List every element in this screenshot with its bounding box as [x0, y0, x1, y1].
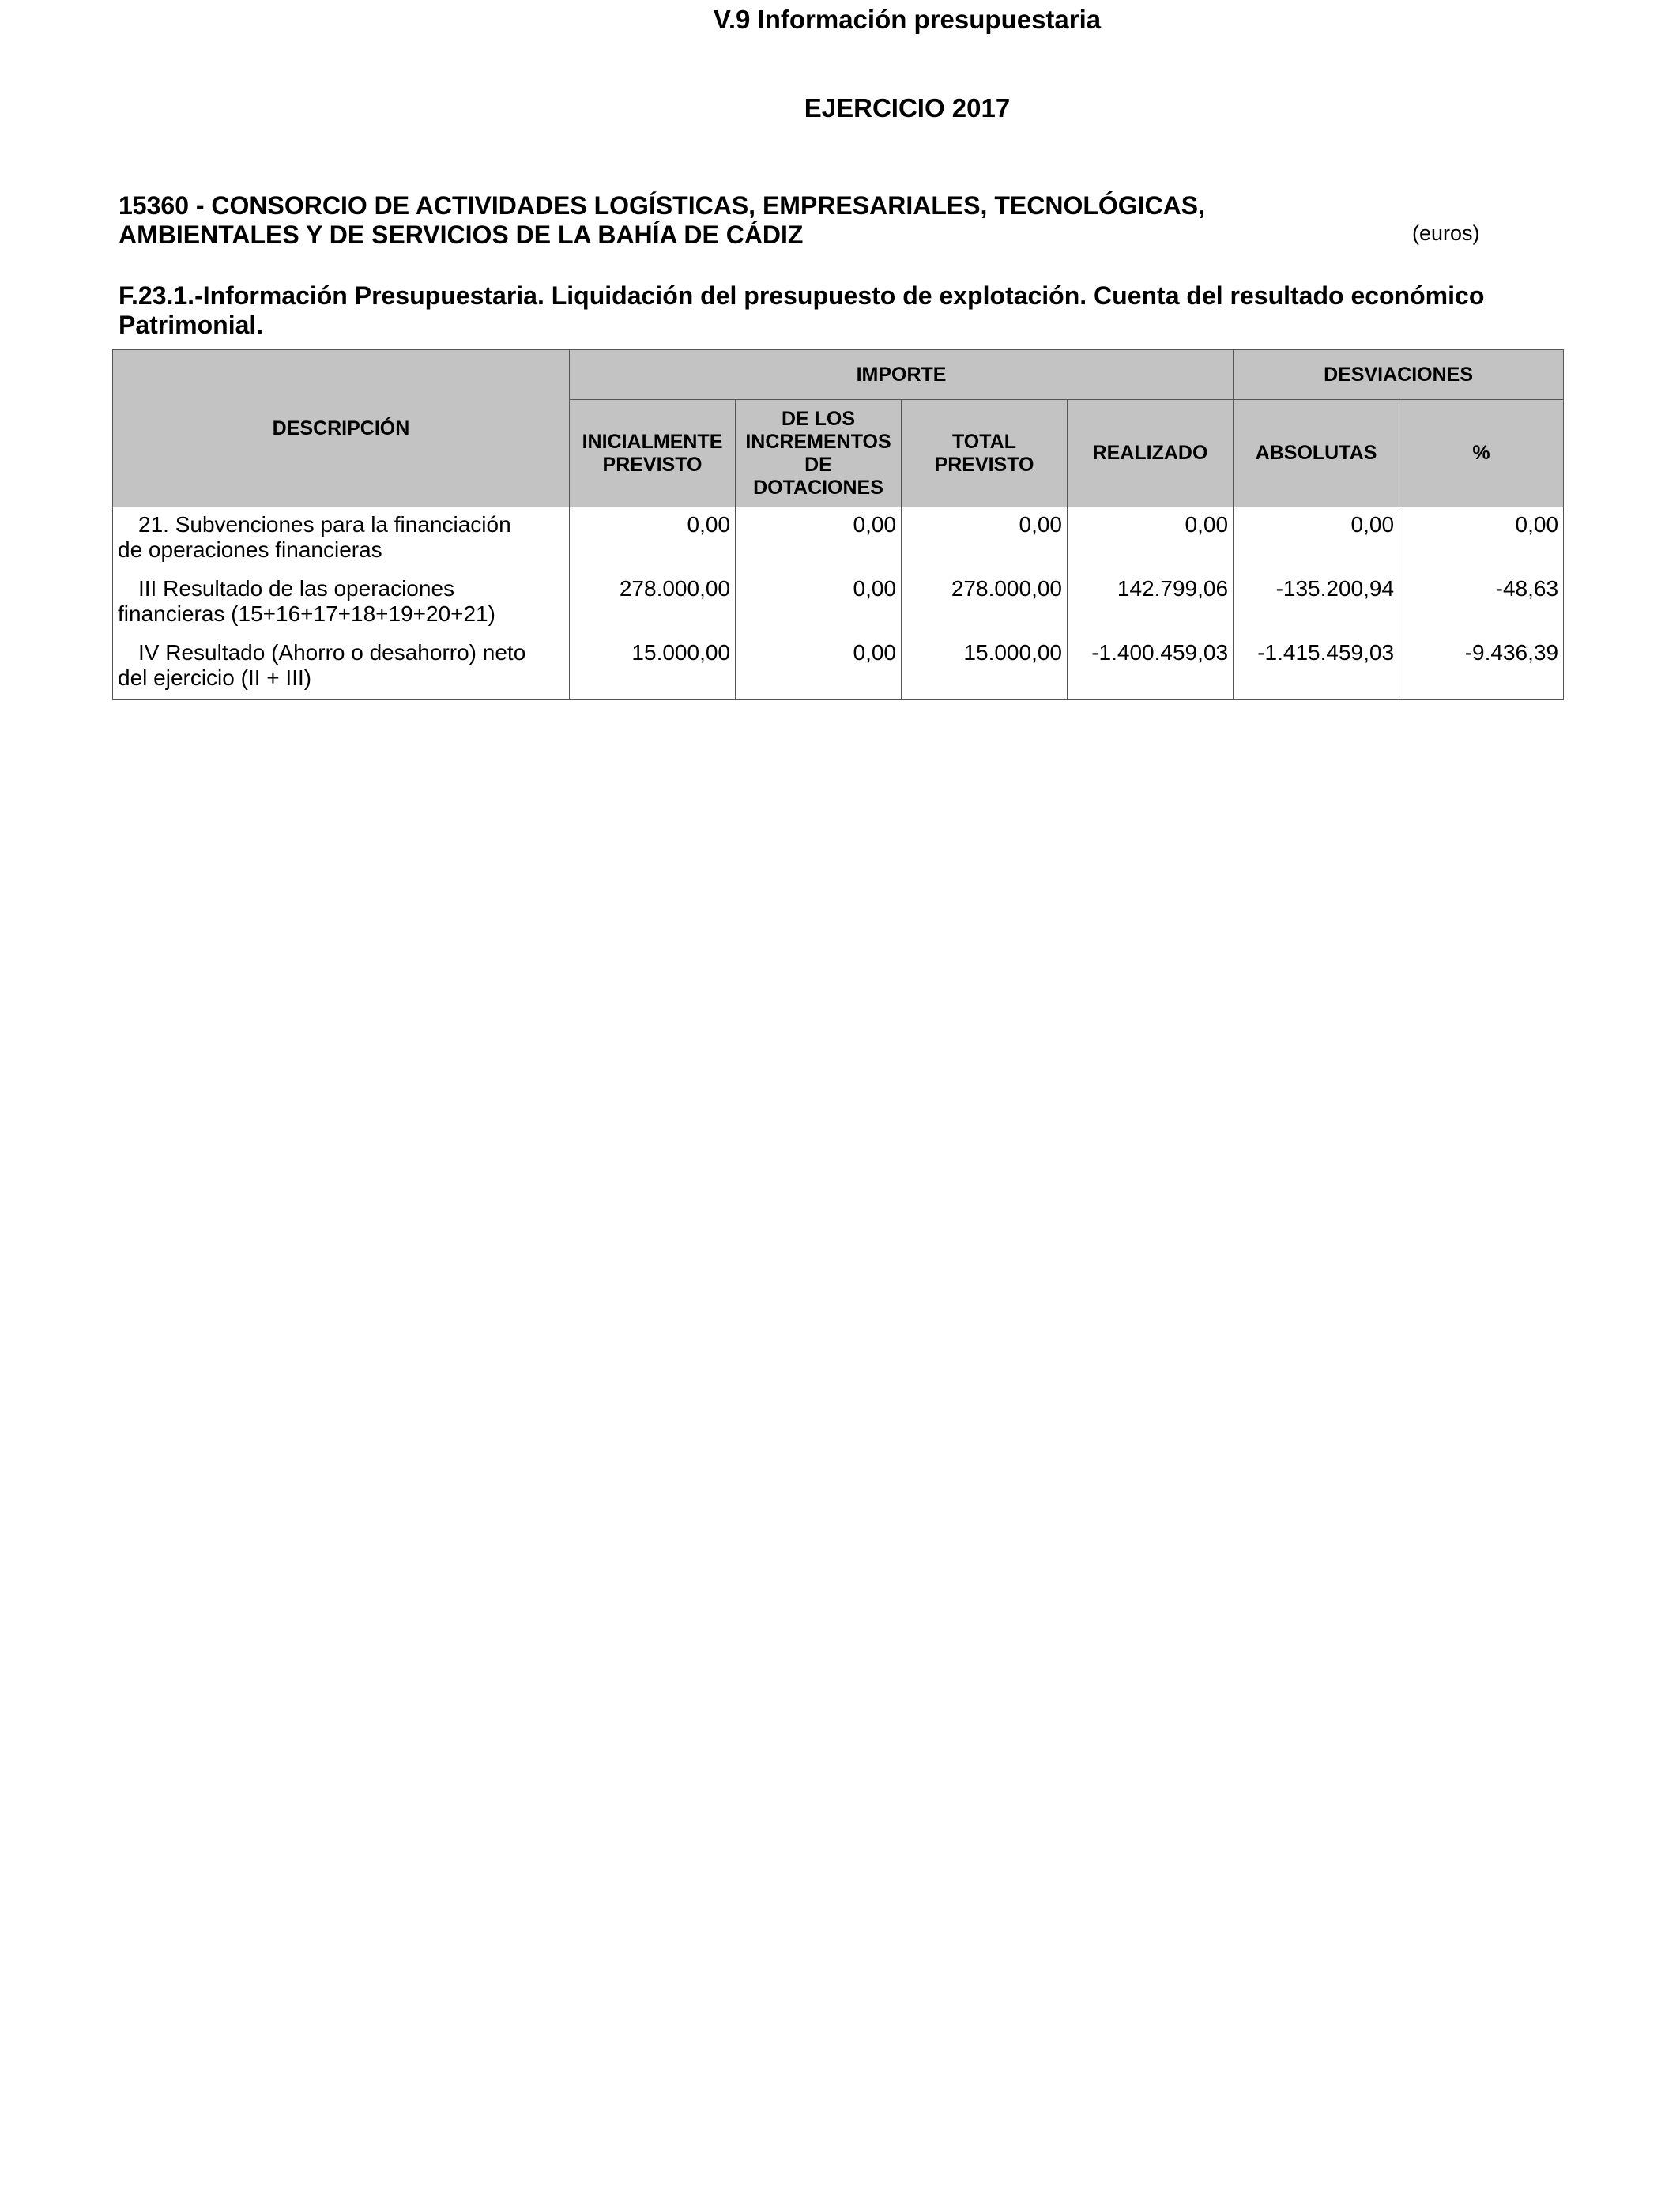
cell-incrementos: 0,00: [736, 571, 902, 635]
header-group-importe: IMPORTE: [570, 350, 1234, 400]
cell-inicial: 278.000,00: [570, 571, 736, 635]
row-description: III Resultado de las operaciones financieras (15+16+17+18+19+20+21): [113, 571, 570, 635]
row-description: IV Resultado (Ahorro o desahorro) neto del ejercicio (II + III): [113, 635, 570, 699]
header-incrementos-dotaciones: DE LOS INCREMENTOS DE DOTACIONES: [736, 400, 902, 507]
header-realizado: REALIZADO: [1068, 400, 1234, 507]
budget-table: [112, 349, 1564, 700]
header-porcentaje: %: [1399, 400, 1564, 507]
cell-realizado: 0,00: [1068, 507, 1234, 571]
cell-total: 278.000,00: [902, 571, 1068, 635]
row-description: 21. Subvenciones para la financiación de operaciones financieras: [113, 507, 570, 571]
entity-name-line-2: AMBIENTALES Y DE SERVICIOS DE LA BAHÍA DE CÁDIZ: [119, 221, 804, 249]
cell-incrementos: 0,00: [736, 635, 902, 699]
section-title-line-2: Patrimonial.: [119, 311, 264, 339]
cell-porcentaje: -9.436,39: [1399, 635, 1564, 699]
cell-absolutas: -1.415.459,03: [1234, 635, 1399, 699]
header-group-desviaciones: DESVIACIONES: [1234, 350, 1564, 400]
header-descripcion: DESCRIPCIÓN: [113, 350, 570, 507]
cell-total: 15.000,00: [902, 635, 1068, 699]
header-total-previsto: TOTAL PREVISTO: [902, 400, 1068, 507]
cell-inicial: 15.000,00: [570, 635, 736, 699]
cell-porcentaje: 0,00: [1399, 507, 1564, 571]
section-title-line-1: F.23.1.-Información Presupuestaria. Liquidación del presupuesto de explotación. Cuenta del resultado económico: [119, 281, 1485, 310]
cell-incrementos: 0,00: [736, 507, 902, 571]
header-absolutas: ABSOLUTAS: [1234, 400, 1399, 507]
table-row: [113, 635, 1564, 699]
cell-realizado: 142.799,06: [1068, 571, 1234, 635]
cell-total: 0,00: [902, 507, 1068, 571]
header-inicialmente-previsto: INICIALMENTE PREVISTO: [570, 400, 736, 507]
page-title: V.9 Información presupuestaria: [713, 5, 1102, 34]
table-row: [113, 507, 1564, 571]
cell-absolutas: -135.200,94: [1234, 571, 1399, 635]
cell-inicial: 0,00: [570, 507, 736, 571]
entity-name-line-1: 15360 - CONSORCIO DE ACTIVIDADES LOGÍSTICAS, EMPRESARIALES, TECNOLÓGICAS,: [119, 191, 1205, 220]
cell-porcentaje: -48,63: [1399, 571, 1564, 635]
section-title: [119, 281, 1565, 340]
cell-realizado: -1.400.459,03: [1068, 635, 1234, 699]
fiscal-year-heading: EJERCICIO 2017: [804, 93, 1011, 123]
currency-units: (euros): [1412, 221, 1480, 245]
cell-absolutas: 0,00: [1234, 507, 1399, 571]
entity-name: [119, 191, 1383, 250]
table-row: [113, 571, 1564, 635]
